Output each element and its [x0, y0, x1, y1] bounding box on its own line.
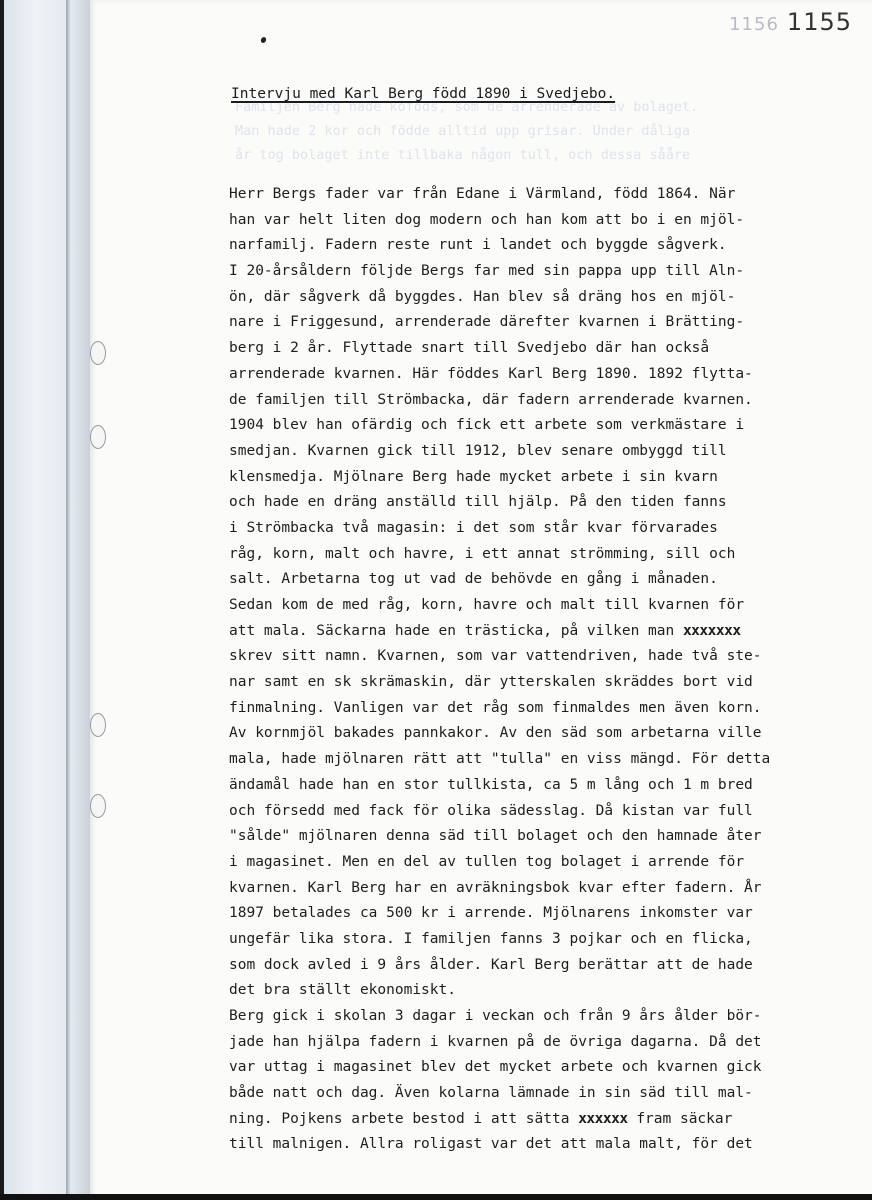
text-line: klensmedja. Mjölnare Berg hade mycket arbete i sin kvarn — [229, 468, 718, 485]
text-line: kvarnen. Karl Berg har en avräkningsbok kvar efter fadern. År — [229, 879, 762, 896]
text-line: Av kornmjöl bakades pannkakor. Av den säd som arbetarna ville — [229, 725, 762, 742]
text-line: ön, där sågverk då byggdes. Han blev så dräng hos en mjöl- — [229, 288, 736, 305]
text-line: och försedd med fack för olika sädesslag. Då kistan var full — [229, 802, 753, 819]
text-line: nare i Friggesund, arrenderade därefter kvarnen i Brätting- — [229, 314, 745, 331]
text-line: ungefär lika stora. I familjen fanns 3 pojkar och en flicka, — [229, 930, 753, 947]
text-line: de familjen till Strömbacka, där fadern arrenderade kvarnen. — [229, 391, 753, 408]
binder-edge — [0, 0, 4, 1200]
text-line: råg, korn, malt och havre, i ett annat strömming, sill och — [229, 545, 736, 562]
text-line: som dock avled i 9 års ålder. Karl Berg berättar att de hade — [229, 956, 753, 973]
typewritten-body — [229, 182, 829, 1158]
bleed-through-text: Familjen Berg hade koföds, som de arrenderade av bolaget. Man hade 2 kor och födde alltid upp grisar. Under dåliga år tog bolaget inte tillbaka någon tull, och dessa sååre — [235, 99, 699, 163]
text-line: var uttag i magasinet blev det mycket arbete och kvarnen gick — [229, 1059, 762, 1076]
text-line: i Strömbacka två magasin: i det som står kvar förvarades — [229, 519, 718, 536]
text-line: I 20-årsåldern följde Bergs far med sin pappa upp till Aln- — [229, 263, 745, 280]
text-line: 1904 blev han ofärdig och fick ett arbete som verkmästare i — [229, 417, 745, 434]
archive-number — [729, 8, 852, 36]
text-line: arrenderade kvarnen. Här föddes Karl Berg 1890. 1892 flytta- — [229, 365, 753, 382]
text-line: Berg gick i skolan 3 dagar i veckan och från 9 års ålder bör- — [229, 1008, 762, 1024]
text-line: i magasinet. Men en del av tullen tog bolaget i arrende för — [229, 853, 745, 870]
text-line: narfamilj. Fadern reste runt i landet och byggde sågverk. — [229, 237, 727, 254]
punch-hole — [90, 425, 106, 449]
text-line: "sålde" mjölnaren denna säd till bolaget och den hamnade åter — [229, 828, 762, 845]
struck-out-word: xxxxxxx — [682, 622, 741, 639]
scan-bottom-edge — [0, 1194, 872, 1200]
text-line: han var helt liten dog modern och han kom att bo i en mjöl- — [229, 211, 745, 228]
archive-number-main: 1155 — [786, 8, 852, 36]
text-line: berg i 2 år. Flyttade snart till Svedjebo där han också — [229, 340, 710, 357]
binder-spine — [66, 0, 71, 1200]
text-line: nar samt en sk skrämaskin, där ytterskalen skräddes bort vid — [229, 674, 753, 691]
punch-hole — [90, 713, 106, 737]
document-title: Intervju med Karl Berg född 1890 i Svedjebo. — [231, 86, 616, 102]
text-line: smedjan. Kvarnen gick till 1912, blev senare ombyggd till — [229, 442, 727, 459]
binder-cover — [0, 0, 90, 1200]
punch-hole — [90, 794, 106, 818]
text-line: både natt och dag. Även kolarna lämnade in sin säd till mal- — [229, 1085, 753, 1102]
text-line: Sedan kom de med råg, korn, havre och malt till kvarnen för — [229, 597, 745, 613]
text-line: och hade en dräng anställd till hjälp. På den tiden fanns — [229, 494, 727, 511]
text-line: finmalning. Vanligen var det råg som finmaldes men även korn. — [229, 699, 762, 716]
text-line: salt. Arbetarna tog ut vad de behövde en gång i månaden. — [229, 571, 718, 588]
punch-hole — [90, 341, 106, 365]
text-line: ning. Pojkens arbete bestod i att sätta xxxxxx fram säckar — [229, 1110, 733, 1127]
text-line: skrev sitt namn. Kvarnen, som var vattendriven, hade två ste- — [229, 648, 762, 665]
text-line: mala, hade mjölnaren rätt att "tulla" en viss mängd. För detta — [229, 751, 771, 768]
archive-number-faint: 1156 — [729, 14, 779, 35]
text-line: 1897 betalades ca 500 kr i arrende. Mjölnarens inkomster var — [229, 905, 753, 922]
text-line: ändamål hade han en stor tullkista, ca 5 m lång och 1 m bred — [229, 776, 753, 793]
text-line: Herr Bergs fader var från Edane i Värmland, född 1864. När — [229, 186, 736, 202]
text-line: det bra ställt ekonomiskt. — [229, 982, 456, 999]
text-line: till malnigen. Allra roligast var det att mala malt, för det — [229, 1136, 753, 1153]
struck-out-word: xxxxxx — [578, 1110, 628, 1127]
text-line: att mala. Säckarna hade en trästicka, på vilken man xxxxxxx — [229, 622, 741, 639]
text-line: jade han hjälpa fadern i kvarnen på de övriga dagarna. Då det — [229, 1033, 762, 1050]
